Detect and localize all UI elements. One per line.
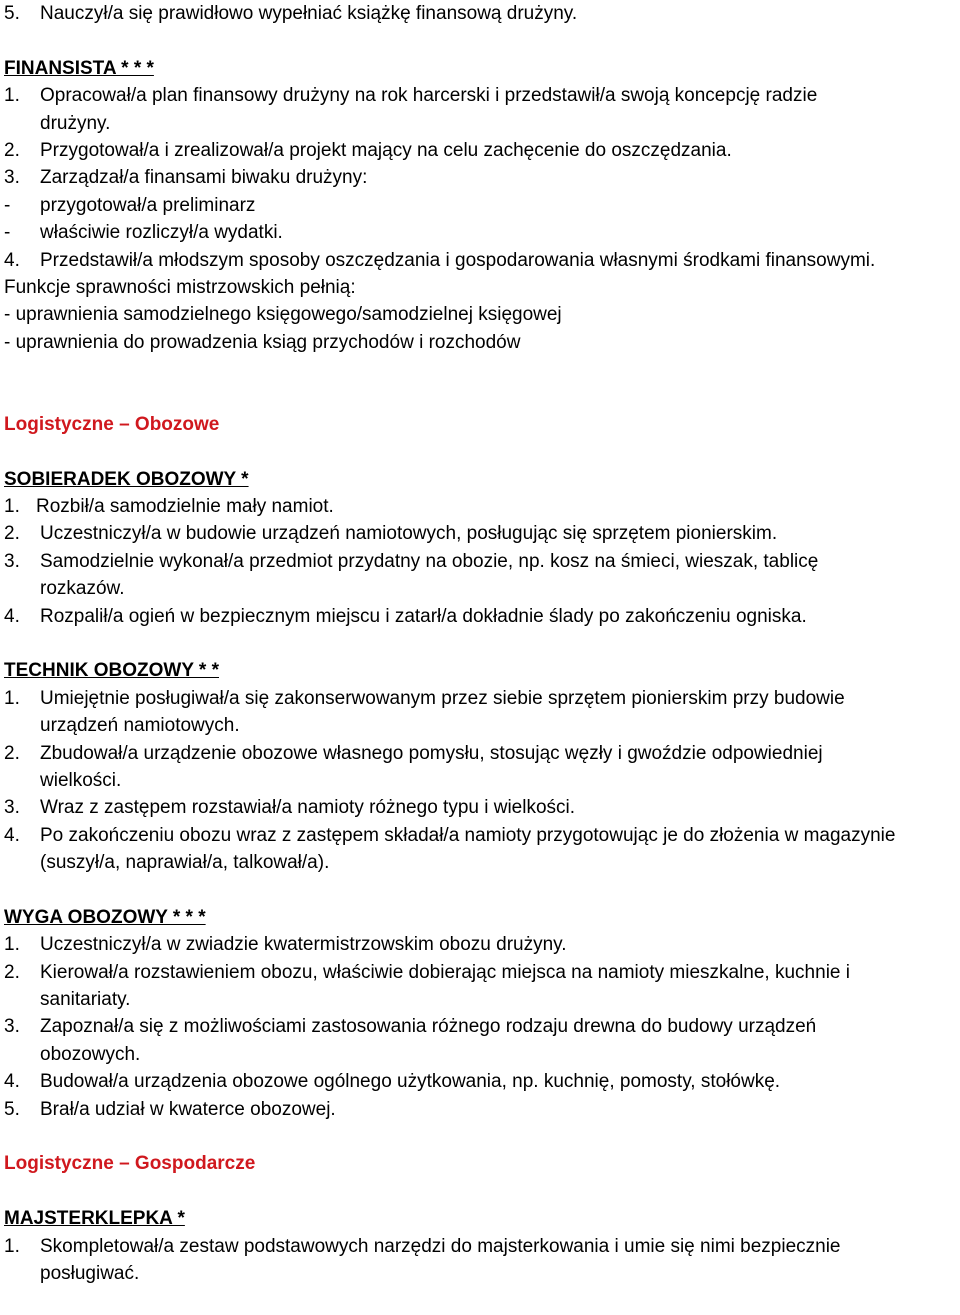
item-number: 4.: [4, 1071, 20, 1093]
item-text: Rozbił/a samodzielnie mały namiot.: [36, 496, 334, 518]
majsterklepka-list: [4, 1233, 956, 1288]
sobieradek-list: [4, 493, 956, 630]
item-text: Nauczył/a się prawidłowo wypełniać książkę finansową drużyny.: [40, 3, 578, 24]
wyga-list: [4, 931, 956, 1123]
item-text: obozowych.: [40, 1043, 141, 1065]
list-item: [4, 247, 956, 274]
item-text: przygotował/a preliminarz: [40, 194, 256, 216]
item-text: Po zakończeniu obozu wraz z zastępem składał/a namioty przygotowując je do złożenia w magazynie: [40, 824, 896, 846]
item-text: Przygotował/a i zrealizował/a projekt mający na celu zachęcenie do oszczędzania.: [40, 139, 732, 161]
badge-heading-majsterklepka: MAJSTERKLEPKA *: [4, 1208, 185, 1230]
item-number: 2.: [4, 523, 20, 545]
item-text: Przedstawił/a młodszym sposoby oszczędzania i gospodarowania własnymi środkami finansowymi.: [40, 249, 876, 271]
spacer: [4, 438, 956, 465]
spacer: [4, 877, 956, 904]
category-heading-gospodarcze: Logistyczne – Gospodarcze: [4, 1153, 256, 1175]
spacer: [4, 1123, 956, 1150]
badge-heading-sobieradek: SOBIERADEK OBOZOWY *: [4, 468, 249, 490]
item-number: 2.: [4, 961, 20, 983]
list-item: [4, 685, 956, 740]
item-number: 3.: [4, 1016, 20, 1038]
badge-heading-wyga: WYGA OBOZOWY * * *: [4, 906, 206, 928]
item-number: 2.: [4, 742, 20, 764]
item-text: drużyny.: [40, 112, 111, 134]
list-item: [4, 822, 956, 877]
item-number: 2.: [4, 139, 20, 161]
item-number: 5.: [4, 3, 20, 24]
item-bullet: -: [4, 194, 11, 216]
technik-list: [4, 685, 956, 877]
list-item: [4, 603, 956, 630]
item-number: 1.: [4, 687, 20, 709]
item-text: Uczestniczył/a w budowie urządzeń namiotowych, posługując się sprzętem pionierskim.: [40, 523, 778, 545]
spacer: [4, 630, 956, 657]
list-item: [4, 82, 956, 137]
list-item: [4, 520, 956, 547]
badge-heading-technik: TECHNIK OBOZOWY * *: [4, 660, 219, 682]
finansista-list: [4, 82, 956, 274]
list-item: [4, 1233, 956, 1288]
item-number: 5.: [4, 1098, 20, 1120]
item-text: właściwie rozliczył/a wydatki.: [40, 222, 283, 244]
item-number: 1.: [4, 85, 20, 107]
item-bullet: -: [4, 222, 11, 244]
functions-item: - uprawnienia samodzielnego księgowego/samodzielnej księgowej: [4, 304, 562, 326]
item-text: Samodzielnie wykonał/a przedmiot przydatny na obozie, np. kosz na śmieci, wieszak, tablicę: [40, 550, 819, 572]
spacer: [4, 1178, 956, 1205]
item-number: 4.: [4, 605, 20, 627]
item-number: 1.: [4, 1235, 20, 1257]
item-number: 4.: [4, 824, 20, 846]
badge-heading-finansista: FINANSISTA * * *: [4, 57, 154, 79]
list-item: [4, 192, 956, 219]
list-item: [4, 1068, 956, 1095]
functions-item: - uprawnienia do prowadzenia ksiąg przychodów i rozchodów: [4, 331, 521, 353]
list-item: [4, 740, 956, 795]
item-text: Uczestniczył/a w zwiadzie kwatermistrzowskim obozu drużyny.: [40, 934, 567, 956]
list-item: [4, 1096, 956, 1123]
spacer: [4, 27, 956, 54]
functions-title: Funkcje sprawności mistrzowskich pełnią:: [4, 276, 356, 298]
spacer: [4, 356, 956, 411]
list-item: [4, 164, 956, 191]
category-heading-obozowe: Logistyczne – Obozowe: [4, 413, 220, 435]
item-number: 3.: [4, 797, 20, 819]
item-text: Umiejętnie posługiwał/a się zakonserwowanym przez siebie sprzętem pionierskim przy budowie: [40, 687, 845, 709]
item-text: Brał/a udział w kwaterce obozowej.: [40, 1098, 336, 1120]
list-item: [4, 493, 956, 520]
list-item: [4, 548, 956, 603]
item-text: Zbudował/a urządzenie obozowe własnego pomysłu, stosując węzły i gwoździe odpowiedniej: [40, 742, 823, 764]
item-text: Zarządzał/a finansami biwaku drużyny:: [40, 167, 368, 189]
item-text: Wraz z zastępem rozstawiał/a namioty różnego typu i wielkości.: [40, 797, 576, 819]
item-text: Skompletował/a zestaw podstawowych narzędzi do majsterkowania i umie się nimi bezpiecznie: [40, 1235, 841, 1257]
list-item: [4, 931, 956, 958]
item-text: (suszył/a, naprawiał/a, talkował/a).: [40, 852, 330, 874]
list-item: [4, 219, 956, 246]
list-item: [4, 1013, 956, 1068]
list-item: [4, 959, 956, 1014]
item-number: 4.: [4, 249, 20, 271]
list-item: [4, 0, 956, 27]
item-number: 1.: [4, 496, 20, 518]
item-text: Opracował/a plan finansowy drużyny na rok harcerski i przedstawił/a swoją koncepcję radzie: [40, 85, 818, 107]
item-text: sanitariaty.: [40, 989, 131, 1011]
item-text: urządzeń namiotowych.: [40, 715, 240, 737]
item-text: wielkości.: [40, 769, 122, 791]
list-item: [4, 794, 956, 821]
item-number: 1.: [4, 934, 20, 956]
item-text: rozkazów.: [40, 578, 125, 600]
list-item: [4, 137, 956, 164]
item-text: Rozpalił/a ogień w bezpiecznym miejscu i zatarł/a dokładnie ślady po zakończeniu ogniska.: [40, 605, 807, 627]
item-text: posługiwać.: [40, 1262, 140, 1284]
item-text: Zapoznał/a się z możliwościami zastosowania różnego rodzaju drewna do budowy urządzeń: [40, 1016, 817, 1038]
item-text: Budował/a urządzenia obozowe ogólnego użytkowania, np. kuchnię, pomosty, stołówkę.: [40, 1071, 781, 1093]
item-number: 3.: [4, 550, 20, 572]
item-text: Kierował/a rozstawieniem obozu, właściwie dobierając miejsca na namioty mieszkalne, kuchnie i: [40, 961, 850, 983]
item-number: 3.: [4, 167, 20, 189]
